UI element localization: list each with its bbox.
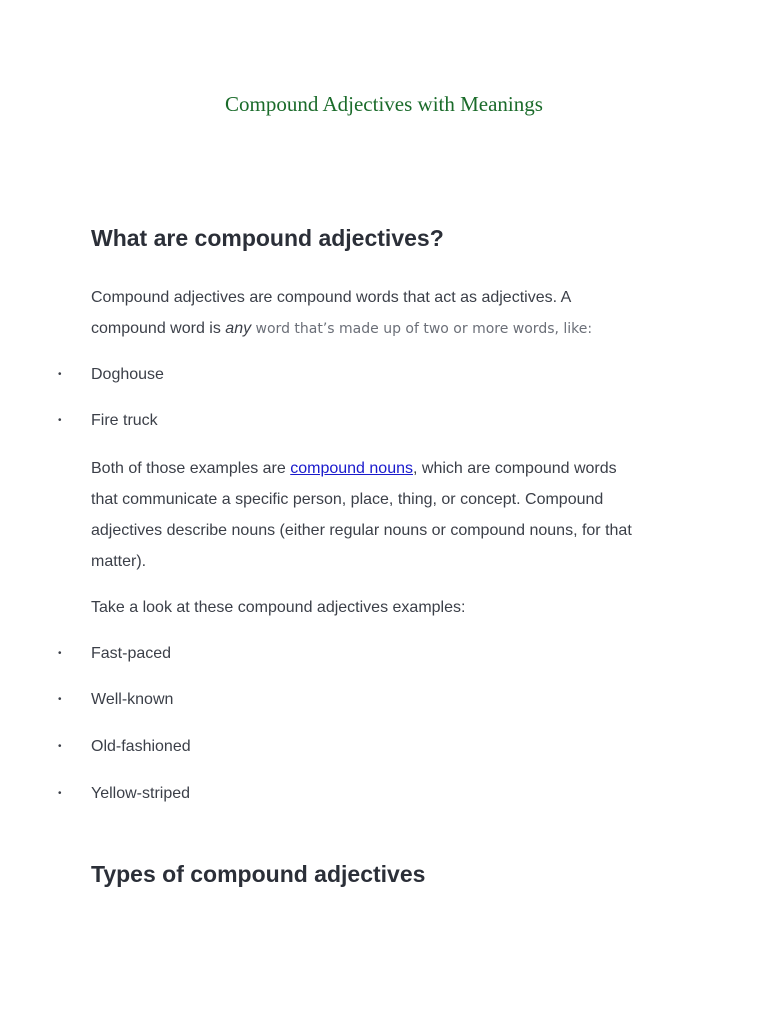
list-item-text: Fire truck bbox=[91, 412, 158, 429]
examples-paragraph bbox=[91, 453, 691, 577]
list-item bbox=[58, 735, 191, 759]
bullet-icon: • bbox=[58, 788, 62, 799]
list-item bbox=[58, 642, 171, 666]
para2-start: Both of those examples are bbox=[91, 460, 291, 477]
list-item bbox=[58, 688, 173, 712]
bullet-icon: • bbox=[58, 415, 62, 426]
list-item-text: Doghouse bbox=[91, 366, 164, 383]
intro-line-2-end: word that’s made up of two or more words, like: bbox=[251, 321, 593, 337]
list-item-text: Well-known bbox=[91, 691, 174, 708]
list-item bbox=[58, 363, 164, 387]
compound-nouns-link[interactable]: compound nouns bbox=[290, 460, 413, 477]
intro-paragraph bbox=[91, 282, 691, 345]
document-title: Compound Adjectives with Meanings bbox=[225, 92, 543, 116]
intro-emphasis: any bbox=[225, 320, 252, 337]
list-item bbox=[58, 409, 158, 433]
examples-intro-paragraph: Take a look at these compound adjectives examples: bbox=[91, 599, 466, 616]
para2-line4: matter). bbox=[91, 553, 147, 570]
section-heading-types: Types of compound adjectives bbox=[91, 861, 426, 887]
list-item-text: Fast-paced bbox=[91, 645, 172, 662]
para2-line1-end: , which are compound words bbox=[413, 460, 617, 477]
list-item-text: Old-fashioned bbox=[91, 738, 191, 755]
bullet-icon: • bbox=[58, 741, 62, 752]
intro-line-1: Compound adjectives are compound words that act as adjectives. A bbox=[91, 289, 572, 306]
para2-line2: that communicate a specific person, place, thing, or concept. Compound bbox=[91, 491, 604, 508]
bullet-icon: • bbox=[58, 369, 62, 380]
para2-line3: adjectives describe nouns (either regular nouns or compound nouns, for that bbox=[91, 522, 632, 539]
bullet-icon: • bbox=[58, 694, 62, 705]
list-item bbox=[58, 782, 190, 806]
list-item-text: Yellow-striped bbox=[91, 785, 191, 802]
intro-line-2-start: compound word is bbox=[91, 320, 226, 337]
section-heading-what-are: What are compound adjectives? bbox=[91, 225, 444, 251]
bullet-icon: • bbox=[58, 648, 62, 659]
